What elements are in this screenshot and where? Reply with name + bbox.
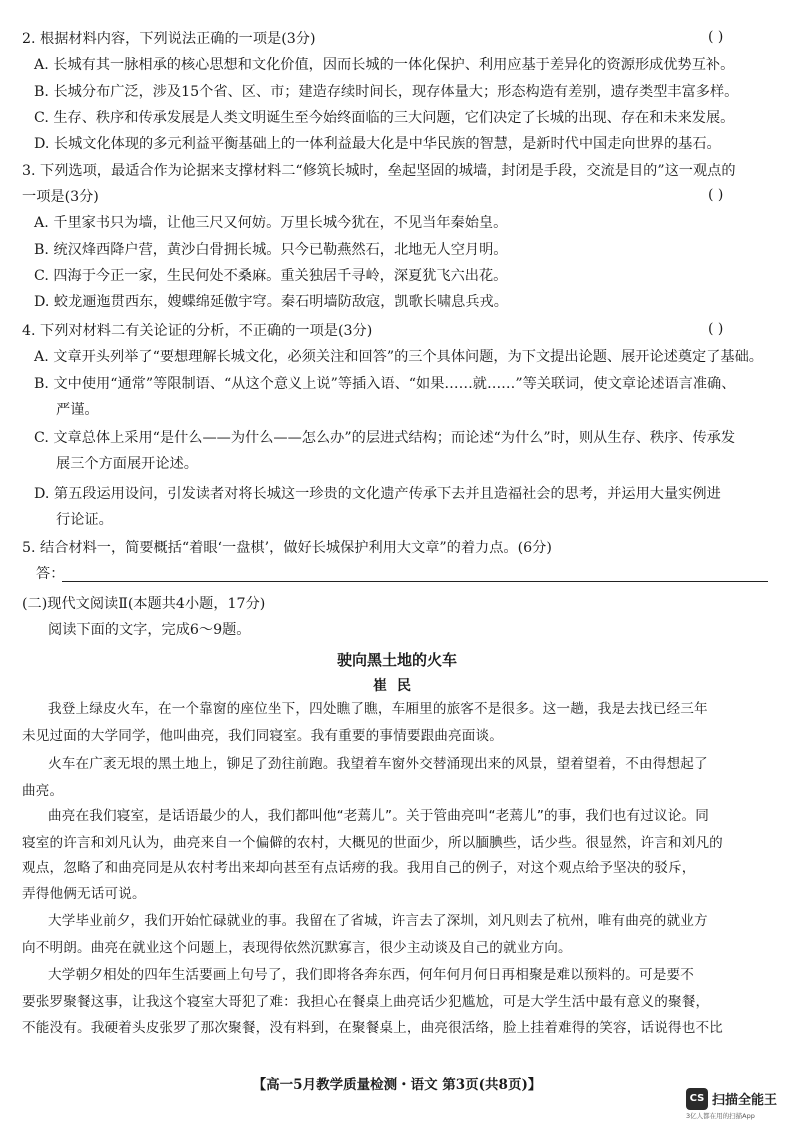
q3-stem-line2: 一项是(3分) [22,189,99,205]
q5-stem: 5. 结合材料一，简要概括“着眼‘一盘棋’，做好长城保护利用大文章”的着力点。(6分) [22,540,552,556]
q5-answer-label: 答： [36,566,65,582]
article-line: 弄得他俩无话可说。 [22,886,146,902]
q4-option-c: C. 文章总体上采用“是什么——为什么——怎么办”的层进式结构；而论述“为什么”时，则从生存、秩序、传承发 [34,430,736,446]
q3-option-d: D. 蛟龙逦迤贯西东，嫂蝶绵延傲宇穹。秦石明墙防敌寇，凯歌长啸息兵戎。 [34,294,508,310]
q4-option-b-cont: 严谨。 [56,402,99,418]
article-line: 火车在广袤无垠的黑土地上，铆足了劲往前跑。我望着车窗外交替涌现出来的风景，望着望着，不由得想起了 [48,756,708,772]
section-heading: (二)现代文阅读Ⅱ(本题共4小题，17分) [22,596,266,612]
q5-answer-line[interactable] [62,581,768,582]
article-line: 寝室的许言和刘凡认为，曲亮来自一个偏僻的农村，大概见的世面少，所以腼腆些，话少些。很显然，许言和刘凡的 [22,835,723,851]
q3-option-c: C. 四海于今正一家，生民何处不桑麻。重关独居千寻岭，深夏犹飞六出花。 [34,268,508,284]
article-author: 崔民 [373,678,421,694]
q3-answer-paren: ( ) [708,187,724,203]
scanner-watermark [686,1086,792,1120]
camscanner-logo-icon: CS [686,1088,708,1110]
q2-option-c: C. 生存、秩序和传承发展是人类文明诞生至今始终面临的三大问题，它们决定了长城的出现、存在和未来发展。 [34,110,735,126]
article-line: 要张罗聚餐这事，让我这个寝室大哥犯了难：我担心在餐桌上曲亮话少犯尴尬，可是大学生活中最有意义的聚餐， [22,994,710,1010]
page-footer: 【高一5月教学质量检测・语文 第3页(共8页)】 [252,1077,542,1093]
q2-option-d: D. 长城文化体现的多元利益平衡基础上的一体利益最大化是中华民族的智慧，是新时代中国走向世界的基石。 [34,136,721,152]
article-line: 大学毕业前夕，我们开始忙碌就业的事。我留在了省城，许言去了深圳，刘凡则去了杭州，唯有曲亮的就业方 [48,913,708,929]
q3-option-b: B. 统汉烽西降户营，黄沙白骨拥长城。只今已勒燕然石，北地无人空月明。 [34,242,508,258]
q2-stem: 2. 根据材料内容，下列说法正确的一项是(3分) [22,31,316,47]
article-line: 大学朝夕相处的四年生活要画上句号了，我们即将各奔东西，何年何月何日再相聚是难以预料的。可是要不 [48,967,694,983]
article-line: 不能没有。我硬着头皮张罗了那次聚餐，没有料到，在聚餐桌上，曲亮很活络，脸上挂着难得的笑容，话说得也不比 [22,1020,723,1036]
article-line: 向不明朗。曲亮在就业这个问题上，表现得依然沉默寡言，很少主动谈及自己的就业方向。 [22,940,572,956]
watermark-app-name: 扫描全能王 [712,1093,778,1108]
article-line: 曲亮。 [22,783,64,799]
article-line: 我登上绿皮火车，在一个靠窗的座位坐下，四处瞧了瞧，车厢里的旅客不是很多。这一趟，我是去找已经三年 [48,701,708,717]
article-line: 曲亮在我们寝室，是话语最少的人，我们都叫他“老蔫儿”。关于管曲亮叫“老蔫儿”的事，我们也有过议论。同 [48,808,709,824]
q4-option-d: D. 第五段运用设问，引发读者对将长城这一珍贵的文化遗产传承下去并且造福社会的思考，并运用大量实例进 [34,486,721,502]
q4-option-a: A. 文章开头列举了“要想理解长城文化，必须关注和回答”的三个具体问题，为下文提出论题、展开论述奠定了基础。 [34,349,763,365]
q3-option-a: A. 千里家书只为墙，让他三尺又何妨。万里长城今犹在，不见当年秦始皇。 [34,215,508,231]
q4-answer-paren: ( ) [708,321,724,337]
article-line: 未见过面的大学同学，他叫曲亮，我们同寝室。我有重要的事情要跟曲亮面谈。 [22,728,504,744]
q4-option-d-cont: 行论证。 [56,512,113,528]
q4-option-b: B. 文中使用“通常”等限制语、“从这个意义上说”等插入语、“如果……就……”等关联词，使文章论述语言准确、 [34,376,736,392]
watermark-slogan: 3亿人都在用的扫描App [686,1112,755,1120]
q2-answer-paren: ( ) [708,29,724,45]
q4-stem: 4. 下列对材料二有关论证的分析，不正确的一项是(3分) [22,323,373,339]
q2-option-a: A. 长城有其一脉相承的核心思想和文化价值，因而长城的一体化保护、利用应基于差异化的资源形成优势互补。 [34,57,735,73]
q2-option-b: B. 长城分布广泛，涉及15个省、区、市；建造存续时间长，现存体量大；形态构造有差别，遗存类型丰富多样。 [34,84,739,100]
q4-option-c-cont: 展三个方面展开论述。 [56,456,198,472]
article-title: 驶向黑土地的火车 [336,651,457,669]
q3-stem-line1: 3. 下列选项，最适合作为论据来支撑材料二“修筑长城时，垒起坚固的城墙，封闭是手段，交流是目的”这一观点的 [22,163,736,179]
section-instruction: 阅读下面的文字，完成6～9题。 [48,622,251,638]
article-line: 观点，忽略了和曲亮同是从农村考出来却向甚至有点话痨的我。我用自己的例子，对这个观点给予坚决的驳斥， [22,860,696,876]
